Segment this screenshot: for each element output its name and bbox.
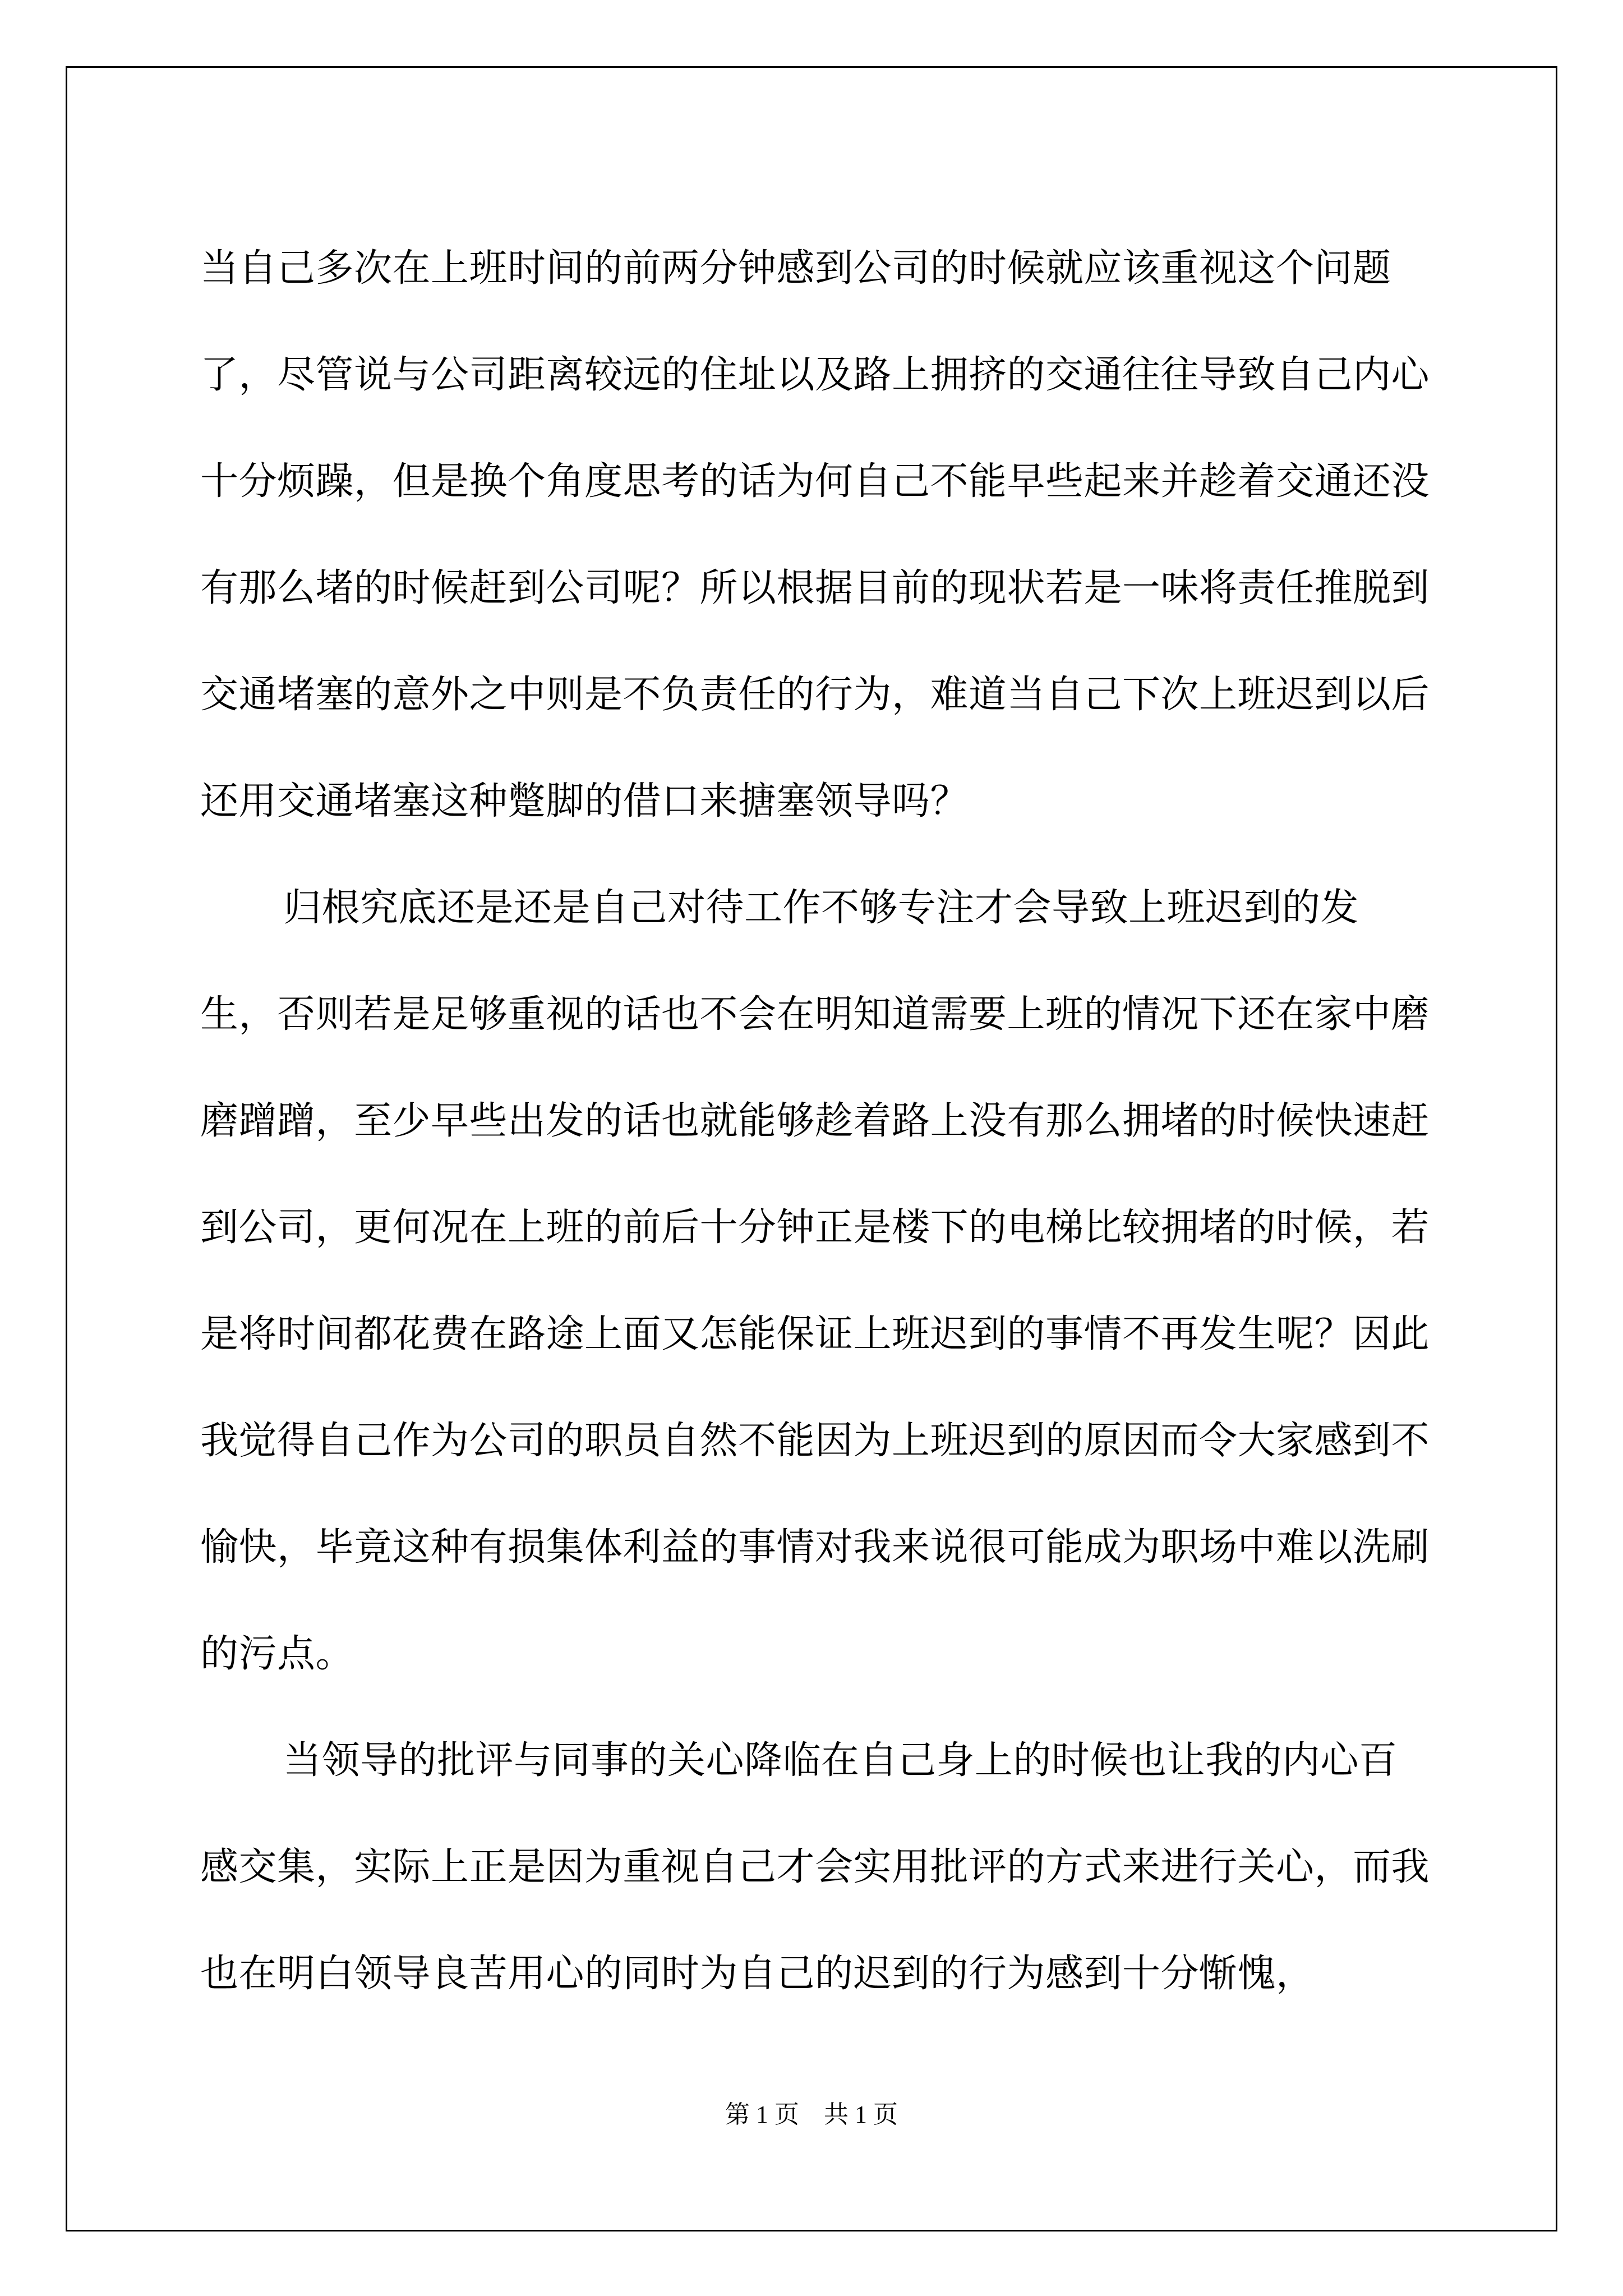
paragraph-1: 当自己多次在上班时间的前两分钟感到公司的时候就应该重视这个问题了，尽管说与公司距离较远的住址以及路上拥挤的交通往往导致自己内心十分烦躁，但是换个角度思考的话为何自己不能早些起来并趁着交通还没有那么堵的时候赶到公司呢？所以根据目前的现状若是一味将责任推脱到交通堵塞的意外之中则是不负责任的行为，难道当自己下次上班迟到以后还用交通堵塞这种蹩脚的借口来搪塞领导吗？ <box>200 246 1430 823</box>
paragraph-3: 当领导的批评与同事的关心降临在自己身上的时候也让我的内心百感交集，实际上正是因为重视自己才会实用批评的方式来进行关心，而我也在明白领导良苦用心的同时为自己的迟到的行为感到十分惭愧， <box>200 1738 1430 1996</box>
paragraph-2: 归根究底还是还是自己对待工作不够专注才会导致上班迟到的发生，否则若是足够重视的话也不会在明知道需要上班的情况下还在家中磨磨蹭蹭，至少早些出发的话也就能够趁着路上没有那么拥堵的时候快速赶到公司，更何况在上班的前后十分钟正是楼下的电梯比较拥堵的时候，若是将时间都花费在路途上面又怎能保证上班迟到的事情不再发生呢？因此我觉得自己作为公司的职员自然不能因为上班迟到的原因而令大家感到不愉快，毕竟这种有损集体利益的事情对我来说很可能成为职场中难以洗刷的污点。 <box>200 886 1430 1676</box>
document-body <box>200 215 1432 2027</box>
page-footer <box>0 2098 1623 2132</box>
page-number-label: 第 1 页 共 1 页 <box>725 2101 898 2128</box>
